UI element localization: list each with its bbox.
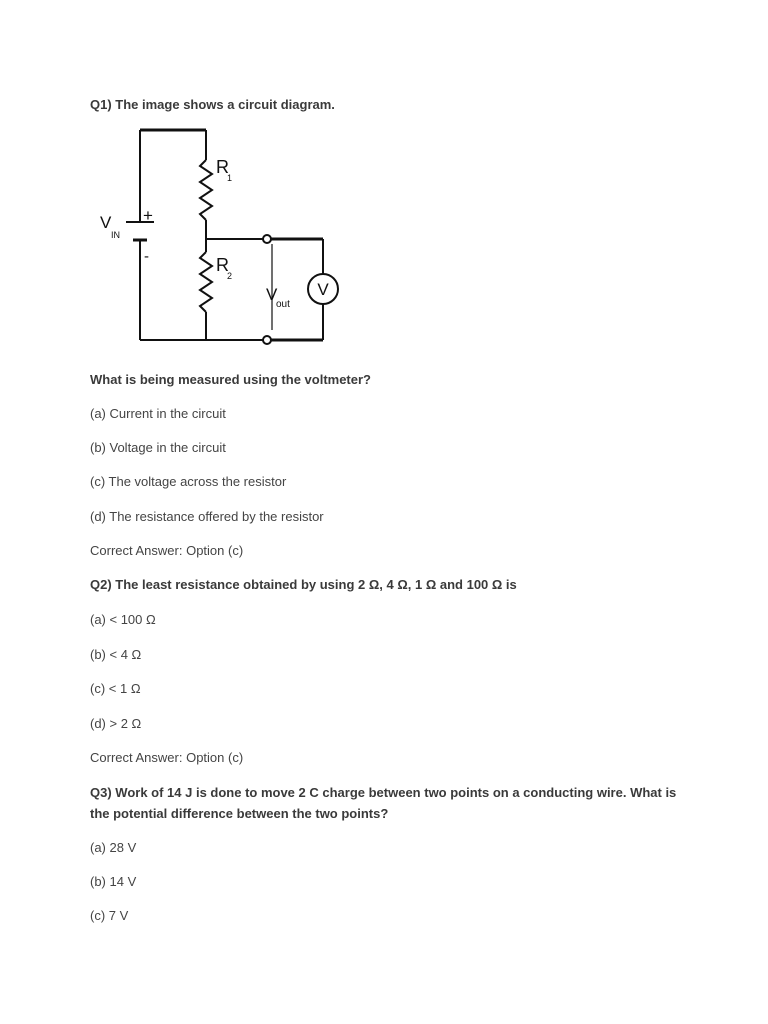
q2-option-c: (c) < 1 Ω bbox=[90, 681, 141, 696]
r2-subscript: 2 bbox=[227, 271, 233, 281]
q1-option-d: (d) The resistance offered by the resistor bbox=[90, 509, 324, 524]
r1-subscript: 1 bbox=[227, 173, 233, 183]
q3-option-a: (a) 28 V bbox=[90, 840, 137, 855]
r2-label: R bbox=[216, 255, 229, 275]
circuit-diagram bbox=[92, 118, 352, 350]
vout-label: V bbox=[266, 285, 278, 304]
r1-label: R bbox=[216, 157, 229, 177]
q1-option-a: (a) Current in the circuit bbox=[90, 406, 226, 421]
q2-option-b: (b) < 4 Ω bbox=[90, 647, 142, 662]
vin-subscript: IN bbox=[111, 230, 120, 240]
q3-title: Q3) Work of 14 J is done to move 2 C charge between two points on a conducting wire. What is the potential difference between the two points? bbox=[90, 785, 677, 821]
vout-subscript: out bbox=[276, 299, 290, 310]
battery-minus-label: - bbox=[144, 248, 149, 265]
q3-option-b: (b) 14 V bbox=[90, 874, 137, 889]
q2-answer: Correct Answer: Option (c) bbox=[90, 750, 244, 765]
q2-option-a: (a) < 100 Ω bbox=[90, 612, 156, 627]
q1-answer: Correct Answer: Option (c) bbox=[90, 543, 244, 558]
q2-title: Q2) The least resistance obtained by using 2 Ω, 4 Ω, 1 Ω and 100 Ω is bbox=[90, 577, 517, 592]
q1-option-c: (c) The voltage across the resistor bbox=[90, 474, 287, 489]
q1-title: Q1) The image shows a circuit diagram. bbox=[90, 97, 335, 112]
battery-plus-label: + bbox=[143, 206, 153, 225]
vin-label: V bbox=[100, 213, 112, 232]
voltmeter-label: V bbox=[317, 280, 329, 299]
q3-option-c: (c) 7 V bbox=[90, 908, 129, 923]
q1-option-b: (b) Voltage in the circuit bbox=[90, 440, 226, 455]
q1-question: What is being measured using the voltmeter? bbox=[90, 372, 371, 387]
q2-option-d: (d) > 2 Ω bbox=[90, 716, 142, 731]
